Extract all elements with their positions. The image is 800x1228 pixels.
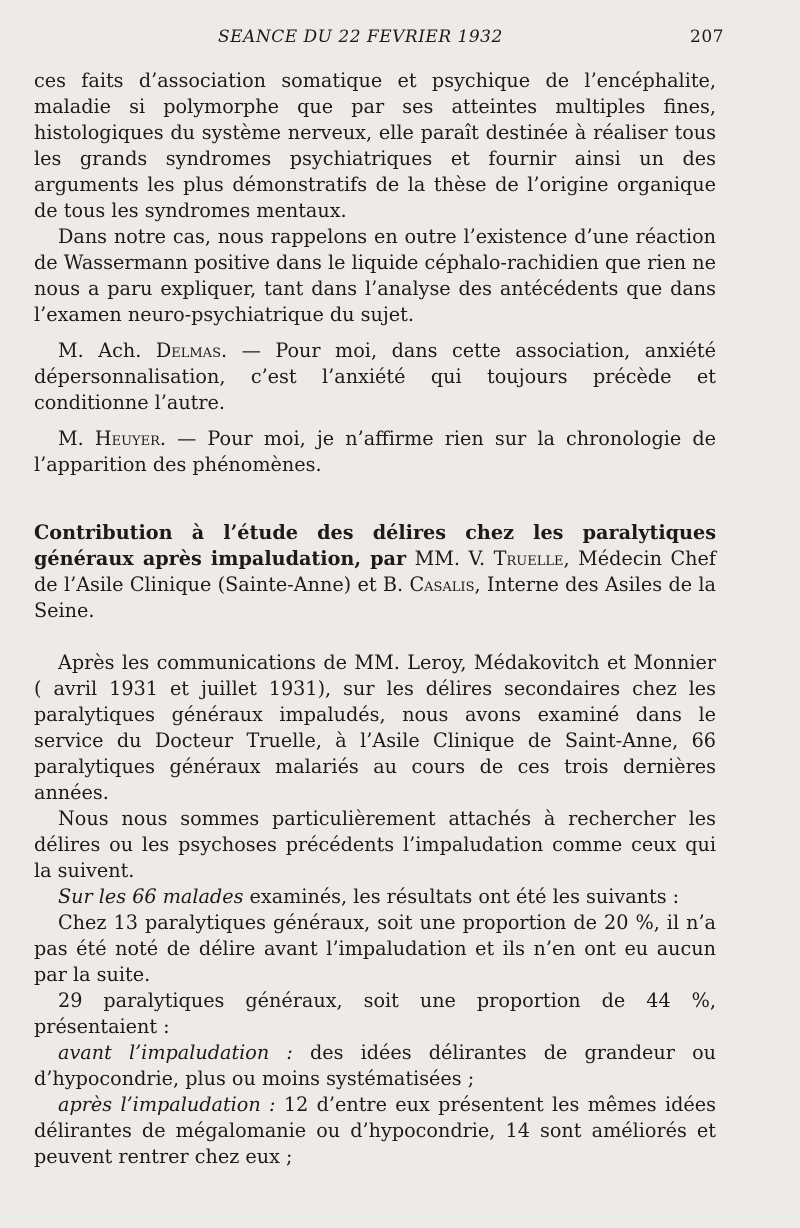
after-label: après l’impaludation :: [58, 1093, 276, 1116]
page-body: [34, 68, 716, 1170]
article-authors-mid: , Médecin Chef de l’Asile Clinique (Sainte-Anne) et B.: [34, 547, 716, 596]
paragraph-wassermann: Dans notre cas, nous rappelons en outre l’existence d’une réaction de Wassermann positive dans le liquide céphalo-rachidien que rien ne nous a paru expliquer, tant dans l’analyse des antécédents que dans l’examen neuro-psychiatrique du sujet.: [34, 225, 716, 326]
article-title-main: Contribution à l’étude des délires chez les paralytiques généraux après impaludation, par: [34, 521, 716, 570]
before-label: avant l’impaludation :: [58, 1041, 293, 1064]
article-title: [34, 520, 716, 624]
before-text: des idées délirantes de grandeur ou d’hypocondrie, plus ou moins systématisées ;: [34, 1041, 716, 1090]
running-header: [0, 27, 800, 51]
paragraph-heuyer: [34, 426, 716, 478]
page-number: 207: [690, 27, 724, 47]
after-text: 12 d’entre eux présentent les mêmes idées délirantes de mégalomanie ou d’hypocondrie, 14 sont améliorés et peuvent rentrer chez eux ;: [34, 1093, 716, 1168]
article-authors-end: , Interne des Asiles de la Seine.: [34, 573, 717, 622]
paragraph-communications: Après les communications de MM. Leroy, Médakovitch et Monnier ( avril 1931 et juillet 1931), sur les délires secondaires chez les paralytiques généraux impaludés, nous avons examiné dans le service du Docteur Truelle, à l’Asile Clinique de Saint-Anne, 66 paralytiques généraux malariés au cours de ces trois dernières années.: [34, 651, 716, 804]
paragraph-44-percent: 29 paralytiques généraux, soit une proportion de 44 %, présentaient :: [34, 989, 716, 1038]
author-casalis: Casalis: [409, 573, 475, 596]
paragraph-after: [34, 1092, 716, 1170]
paragraph-results-intro: [34, 884, 716, 910]
paragraph-delmas: [34, 338, 716, 416]
speaker-prefix: M.: [58, 427, 95, 450]
paragraph-research: Nous nous sommes particulièrement attachés à rechercher les délires ou les psychoses précédents l’impaludation comme ceux qui la suivent.: [34, 807, 716, 882]
speaker-name: Delmas: [155, 339, 221, 362]
results-rest: examinés, les résultats ont été les suivants :: [243, 885, 680, 908]
paragraph-20-percent: Chez 13 paralytiques généraux, soit une proportion de 20 %, il n’a pas été noté de délire avant l’impaludation et ils n’en ont eu aucun par la suite.: [34, 911, 716, 986]
speaker-text: . — Pour moi, je n’affirme rien sur la chronologie de l’apparition des phénomènes.: [34, 427, 716, 476]
speaker-prefix: M. Ach.: [58, 339, 156, 362]
paragraph-continuation: ces faits d’association somatique et psychique de l’encéphalite, maladie si polymorphe que par ses atteintes multiples fines, histologiques du système nerveux, elle paraît destinée à réaliser tous les grands syndromes psychiatriques et fournir ainsi un des arguments les plus démonstratifs de la thèse de l’origine organique de tous les syndromes mentaux.: [34, 69, 716, 222]
speaker-text: . — Pour moi, dans cette association, anxiété dépersonnalisation, c’est l’anxiété qui toujours précède et conditionne l’autre.: [34, 339, 716, 414]
article-authors-prefix: MM. V.: [406, 547, 494, 570]
speaker-name: Heuyer: [94, 427, 160, 450]
author-truelle: Truelle: [493, 547, 564, 570]
header-title: SEANCE DU 22 FEVRIER 1932: [218, 27, 503, 47]
results-italic: Sur les 66 malades: [58, 885, 244, 908]
paragraph-before: [34, 1040, 716, 1092]
